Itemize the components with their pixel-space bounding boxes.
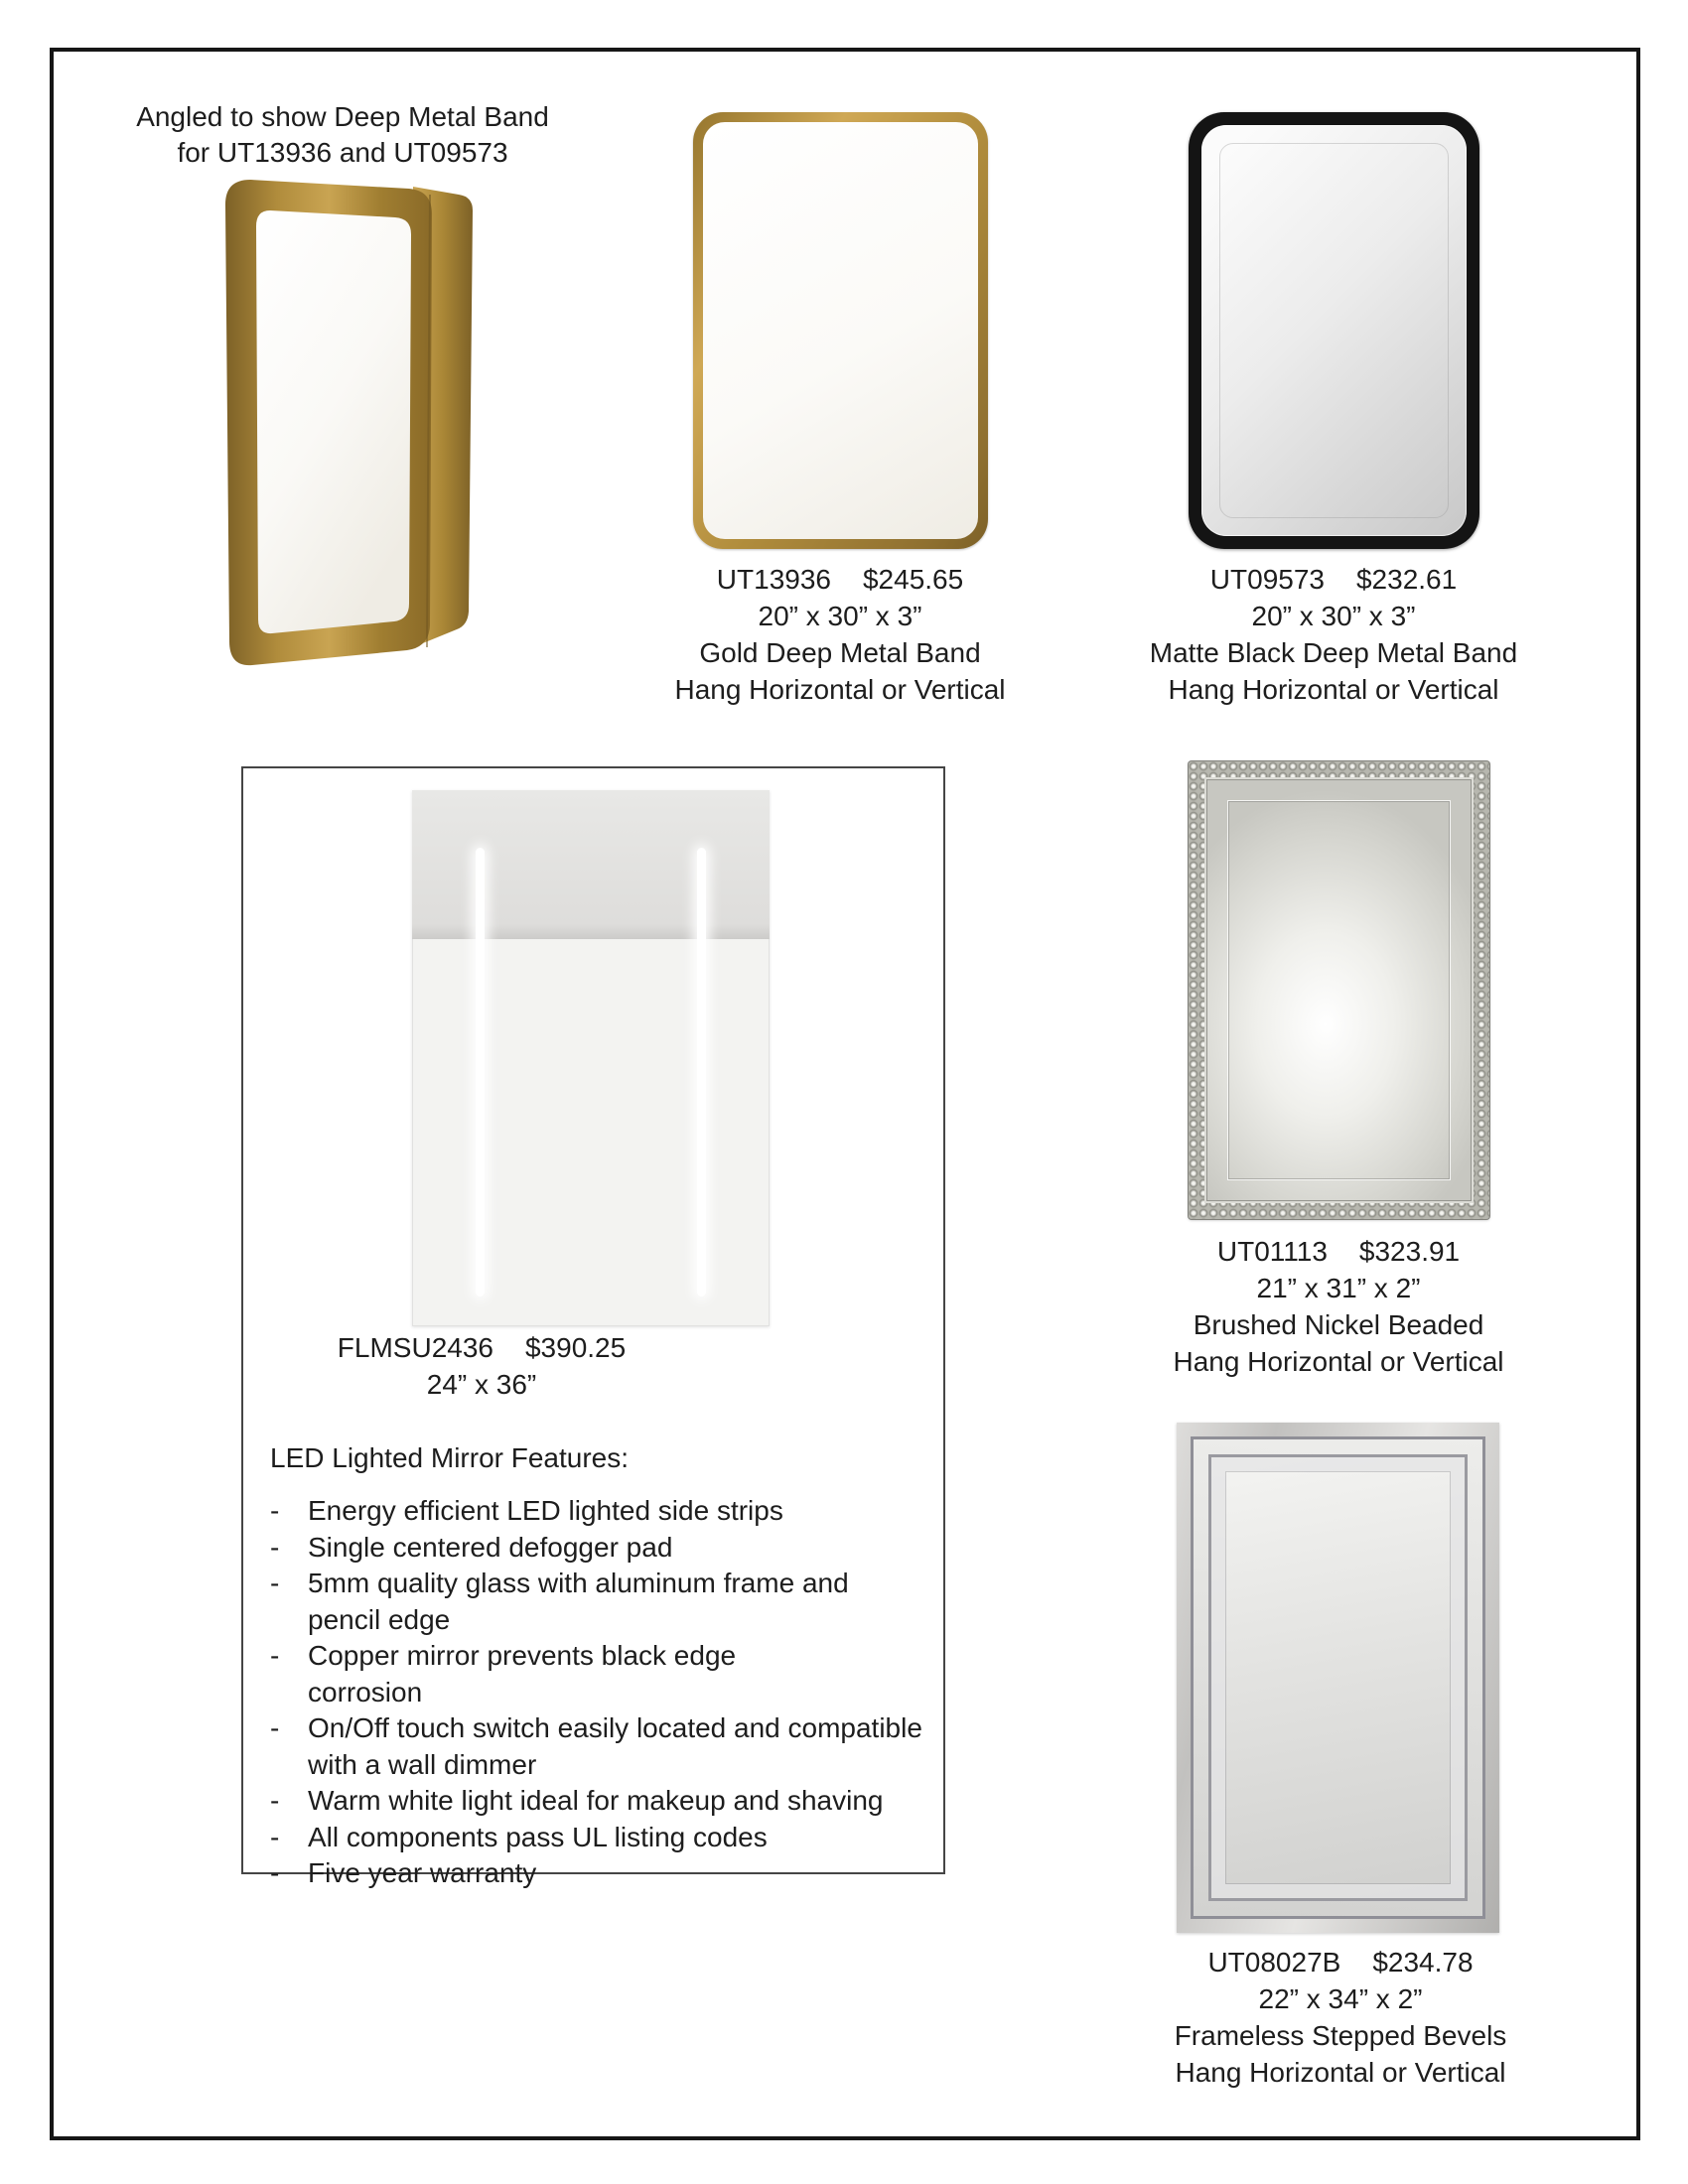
beaded-mirror-glass: [1204, 777, 1474, 1203]
dash-bullet: -: [270, 1785, 280, 1816]
led-feature-item: [270, 1710, 925, 1783]
finish: Brushed Nickel Beaded: [1193, 1309, 1484, 1340]
gold-mirror-caption: [641, 561, 1039, 708]
caption-line-sku-price: [641, 561, 1039, 598]
led-feature-text: Energy efficient LED lighted side strips: [308, 1495, 783, 1526]
led-feature-text: Copper mirror prevents black edge corrosion: [308, 1640, 737, 1707]
dash-bullet: -: [270, 1531, 280, 1563]
sku: UT13936: [716, 564, 831, 595]
hang-direction: Hang Horizontal or Vertical: [674, 674, 1006, 705]
size: 20” x 30” x 3”: [758, 601, 922, 631]
price: $390.25: [524, 1332, 627, 1363]
dash-bullet: -: [270, 1712, 280, 1743]
size: 22” x 34” x 2”: [1258, 1983, 1423, 2014]
led-feature-text: All components pass UL listing codes: [308, 1821, 768, 1852]
sku: FLMSU2436: [337, 1332, 493, 1363]
dash-bullet: -: [270, 1821, 280, 1852]
caption-line-sku-price: [1135, 561, 1532, 598]
size: 24” x 36”: [426, 1369, 537, 1400]
black-mirror-caption: [1135, 561, 1532, 708]
led-feature-item: [270, 1530, 925, 1567]
finish: Gold Deep Metal Band: [699, 637, 981, 668]
angled-note-line1: Angled to show Deep Metal Band: [136, 101, 549, 132]
led-feature-item: [270, 1493, 925, 1530]
price: $323.91: [1358, 1236, 1461, 1267]
black-mirror-glass: [1201, 125, 1467, 536]
led-feature-text: Five year warranty: [308, 1857, 537, 1888]
price: $232.61: [1355, 564, 1458, 595]
led-feature-item: [270, 1855, 925, 1892]
angled-gold-mirror-image: [218, 177, 479, 685]
size: 21” x 31” x 2”: [1256, 1273, 1421, 1303]
led-features: [270, 1439, 925, 1892]
led-feature-text: Warm white light ideal for makeup and shaving: [308, 1785, 884, 1816]
hang-direction: Hang Horizontal or Vertical: [1175, 2057, 1506, 2088]
caption-line-sku-price: [283, 1329, 680, 1366]
dash-bullet: -: [270, 1640, 280, 1671]
led-feature-text: Single centered defogger pad: [308, 1531, 673, 1563]
dash-bullet: -: [270, 1857, 280, 1888]
finish: Matte Black Deep Metal Band: [1149, 637, 1518, 668]
stepped-mirror-image: [1177, 1423, 1499, 1933]
gold-mirror-image: [693, 112, 988, 549]
led-feature-item: [270, 1820, 925, 1856]
sku: UT09573: [1209, 564, 1325, 595]
size: 20” x 30” x 3”: [1251, 601, 1416, 631]
stepped-mirror-middle-bevel: [1191, 1436, 1485, 1919]
led-strip-right: [697, 848, 706, 1297]
led-feature-text: On/Off touch switch easily located and compatible with a wall dimmer: [308, 1712, 922, 1780]
led-strip-left: [476, 848, 485, 1297]
led-features-list: [270, 1493, 925, 1892]
led-mirror-reflection-band: [412, 790, 770, 939]
angled-note: [94, 99, 591, 171]
led-feature-item: [270, 1566, 925, 1638]
sku: UT01113: [1216, 1236, 1328, 1267]
beaded-mirror-image: [1189, 761, 1489, 1219]
hang-direction: Hang Horizontal or Vertical: [1168, 674, 1499, 705]
stepped-mirror-caption: [1132, 1944, 1549, 2091]
angled-mirror-drawing: [218, 177, 479, 685]
caption-line-sku-price: [1140, 1233, 1537, 1270]
led-feature-item: [270, 1638, 925, 1710]
dash-bullet: -: [270, 1495, 280, 1526]
gold-mirror-glass: [703, 122, 978, 539]
led-mirror-section-box: [241, 766, 945, 1888]
led-mirror-caption: [283, 1329, 680, 1403]
black-mirror-image: [1189, 112, 1479, 549]
led-mirror-image: [412, 790, 770, 1326]
price: $245.65: [862, 564, 964, 595]
stepped-mirror-inner-glass: [1208, 1454, 1468, 1901]
finish: Frameless Stepped Bevels: [1174, 2020, 1507, 2051]
sku: UT08027B: [1207, 1947, 1341, 1978]
beaded-mirror-caption: [1140, 1233, 1537, 1380]
caption-line-sku-price: [1132, 1944, 1549, 1980]
led-features-title: LED Lighted Mirror Features:: [270, 1442, 630, 1473]
price: $234.78: [1372, 1947, 1474, 1978]
dash-bullet: -: [270, 1568, 280, 1598]
led-feature-item: [270, 1783, 925, 1820]
led-feature-text: 5mm quality glass with aluminum frame and pencil edge: [308, 1568, 849, 1635]
angled-note-line2: for UT13936 and UT09573: [177, 137, 508, 168]
hang-direction: Hang Horizontal or Vertical: [1173, 1346, 1504, 1377]
